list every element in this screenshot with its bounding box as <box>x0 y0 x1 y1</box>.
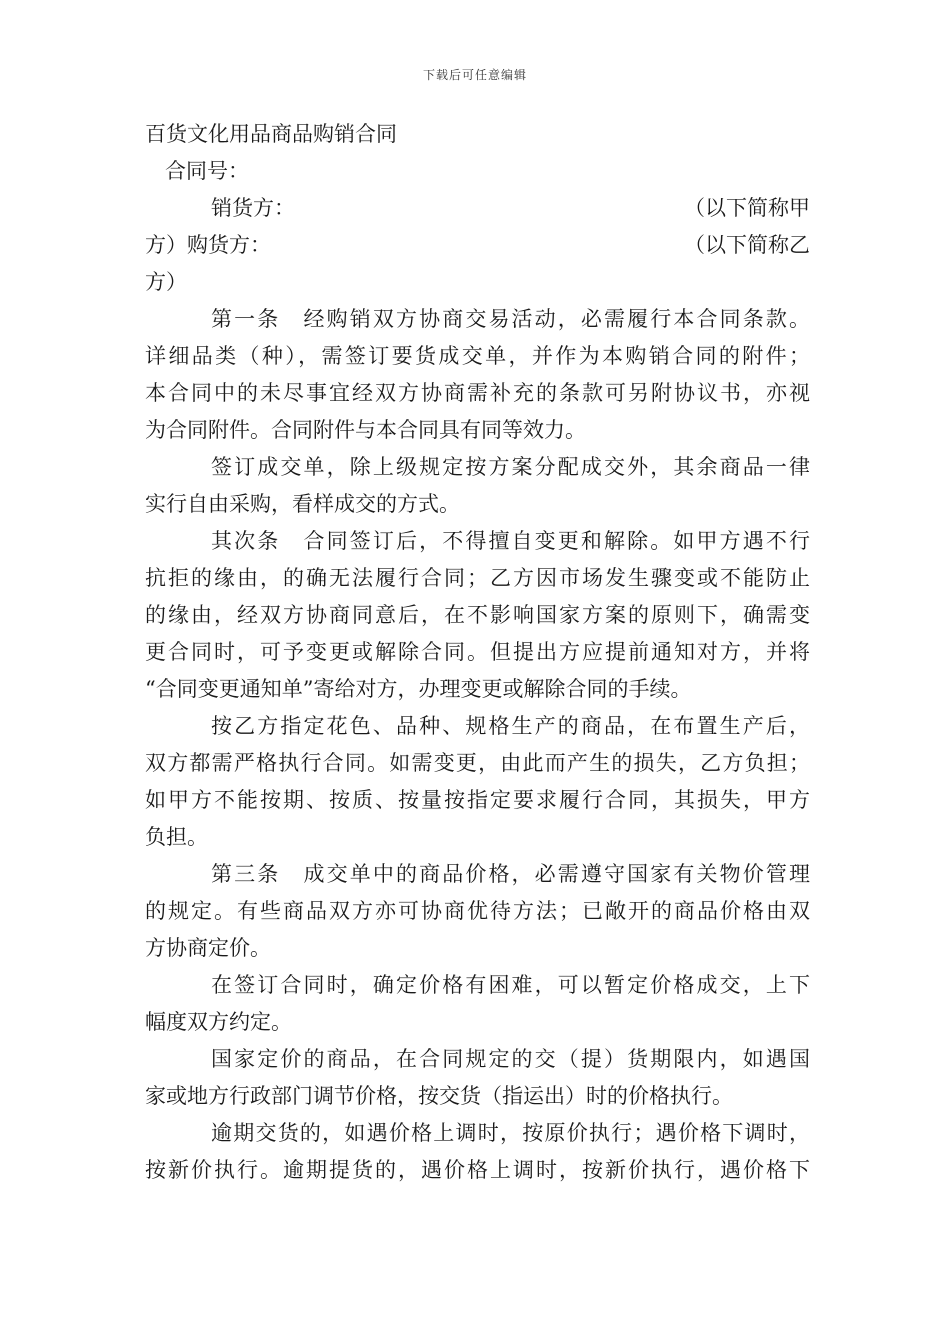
seller-label: 销货方： <box>211 196 295 220</box>
text-line: 更合同时，可予变更或解除合同。但提出方应提前通知对方，并将 <box>145 640 810 664</box>
text-line: 第三条 成交单中的商品价格，必需遵守国家有关物价管理 <box>211 862 810 886</box>
text-line: 双方都需严格执行合同。如需变更，由此而产生的损失，乙方负担； <box>145 751 810 775</box>
text-line: 家或地方行政部门调节价格，按交货（指运出）时的价格执行。 <box>145 1084 733 1108</box>
text-line: 在签订合同时，确定价格有困难，可以暂定价格成交，上下 <box>211 973 810 997</box>
text-line: 抗拒的缘由，的确无法履行合同；乙方因市场发生骤变或不能防止 <box>145 566 810 590</box>
buyer-prefix: 方）购货方： <box>145 233 271 257</box>
document-title: 百货文化用品商品购销合同 <box>145 122 397 146</box>
text-line: 逾期交货的，如遇价格上调时，按原价执行；遇价格下调时， <box>211 1121 810 1145</box>
text-line: 其次条 合同签订后，不得擅自变更和解除。如甲方遇不行 <box>211 529 810 553</box>
text-line: 实行自由采购，看样成交的方式。 <box>145 492 460 516</box>
contract-number-label: 合同号： <box>165 159 249 183</box>
seller-line <box>145 190 810 227</box>
buyer-suffix: （以下简称乙 <box>684 233 810 257</box>
text-line: 本合同中的未尽事宜经双方协商需补充的条款可另附协议书，亦视 <box>145 381 810 405</box>
text-line: 的缘由，经双方协商同意后，在不影响国家方案的原则下，确需变 <box>145 603 810 627</box>
text-line: “合同变更通知单”寄给对方，办理变更或解除合同的手续。 <box>145 677 692 701</box>
text-line: 幅度双方约定。 <box>145 1010 292 1034</box>
text-line: 第一条 经购销双方协商交易活动，必需履行本合同条款。 <box>211 307 810 331</box>
text-line: 签订成交单，除上级规定按方案分配成交外，其余商品一律 <box>211 455 810 479</box>
buyer-line <box>145 227 810 264</box>
page-header-note: 下载后可任意编辑 <box>422 68 527 82</box>
seller-suffix: （以下简称甲 <box>684 196 810 220</box>
text-line: 方协商定价。 <box>145 936 271 960</box>
text-line: 负担。 <box>145 825 208 849</box>
text-line: 按新价执行。逾期提货的，遇价格上调时，按新价执行，遇价格下 <box>145 1158 810 1182</box>
text-line: 的规定。有些商品双方亦可协商优待方法；已敞开的商品价格由双 <box>145 899 810 923</box>
text-line: 为合同附件。合同附件与本合同具有同等效力。 <box>145 418 586 442</box>
text-line: 国家定价的商品，在合同规定的交（提）货期限内，如遇国 <box>211 1047 810 1071</box>
buyer-end: 方） <box>145 270 187 294</box>
contract-document <box>145 116 810 1189</box>
text-line: 详细品类（种），需签订要货成交单，并作为本购销合同的附件； <box>145 344 810 368</box>
text-line: 如甲方不能按期、按质、按量按指定要求履行合同，其损失，甲方 <box>145 788 810 812</box>
text-line: 按乙方指定花色、品种、规格生产的商品，在布置生产后， <box>211 714 810 738</box>
